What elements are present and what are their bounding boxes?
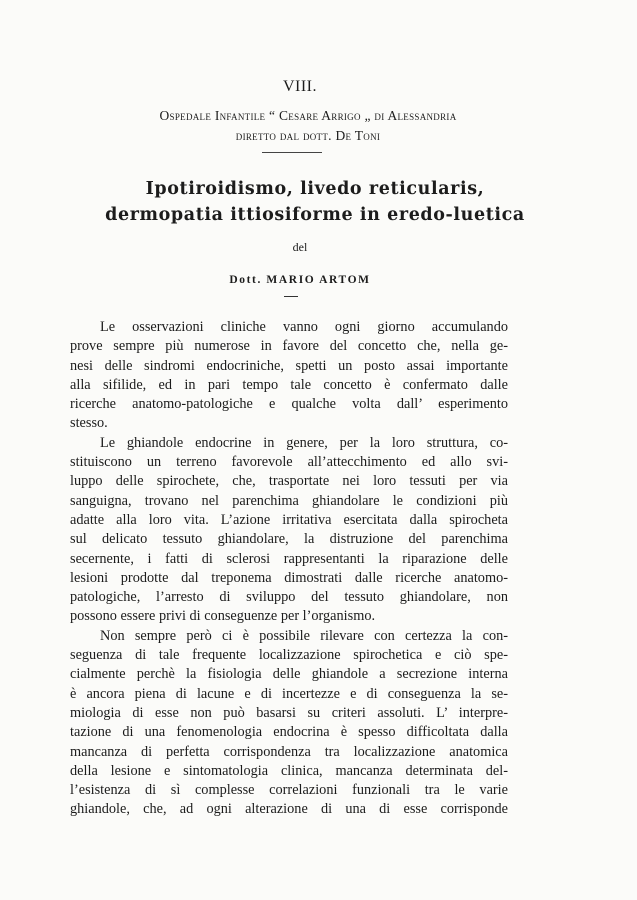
body-line: prove sempre più numerose in favore del concetto che, nella ge- <box>70 338 508 355</box>
body-line: possono essere privi di conseguenze per l’organismo. <box>70 608 376 625</box>
body-line: Le osservazioni cliniche vanno ogni giorno accumulando <box>100 319 508 335</box>
body-line: ricerche anatomo-patologiche e qualche volta dall’ esperimento <box>70 396 508 413</box>
institution-line-2: diretto dal dott. De Toni <box>235 128 381 143</box>
body-text <box>70 318 508 820</box>
body-line: lesioni prodotte dal treponema dimostrati dalle ricerche anatomo- <box>70 569 508 586</box>
body-line: miologia di esse non può basarsi su criteri assoluti. L’ interpre- <box>70 704 508 721</box>
body-line: è ancora piena di lacune e di incertezze e di conseguenza la se- <box>70 685 508 702</box>
body-line: l’esistenza di sì complesse correlazioni funzionali tra le varie <box>70 782 508 799</box>
body-line: adatte alla loro vita. L’azione irritativa esercitata dalla spirocheta <box>70 511 508 528</box>
author-name: Dott. MARIO ARTOM <box>229 274 371 286</box>
body-line: secernente, i fatti di sclerosi rappresentanti la riparazione delle <box>70 550 508 567</box>
body-line: nesi delle sindromi endocriniche, spetti un posto assai importante <box>70 357 508 374</box>
body-line: tazione di una fenomenologia endocrina è spesso difficoltata dalla <box>70 724 508 741</box>
body-line: Le ghiandole endocrine in genere, per la loro struttura, co- <box>100 434 508 451</box>
body-line: patologiche, l’arresto di sviluppo del tessuto ghiandolare, non <box>70 589 508 606</box>
header-divider <box>262 152 322 153</box>
body-line: cialmente perchè la fisiologia delle ghiandole a secrezione interna <box>70 666 508 683</box>
body-line: ghiandole, che, ad ogni alterazione di una di esse corrisponde <box>70 801 508 818</box>
body-line: sul delicato tessuto ghiandolare, la distruzione del parenchima <box>70 531 508 548</box>
body-line: luppo delle spirochete, che, trasportate nei loro tessuti per via <box>70 473 508 490</box>
body-line: della lesione e sintomatologia clinica, mancanza determinata del- <box>70 762 508 779</box>
title-line-2: dermopatia ittiosiforme in eredo-luetica <box>105 205 525 225</box>
author-divider <box>284 296 298 297</box>
body-line: sanguigna, trovano nel parenchima ghiandolare le condizioni più <box>70 492 508 509</box>
body-line: Non sempre però ci è possibile rilevare con certezza la con- <box>100 627 508 644</box>
body-line: stituiscono un terreno favorevole all’attecchimento ed allo svi- <box>70 454 508 471</box>
body-line: alla sifilide, ed in pari tempo tale concetto è confermato dalle <box>70 376 508 393</box>
body-line: mancanza di perfetta corrispondenza tra localizzazione anatomica <box>70 743 508 760</box>
body-line: seguenza di tale frequente localizzazione spirochetica e ciò spe- <box>70 647 508 664</box>
body-line: stesso. <box>70 415 108 432</box>
institution-line-1: Ospedale Infantile “ Cesare Arrigo „ di Alessandria <box>159 108 457 123</box>
institution-header <box>88 106 528 146</box>
title-line-1: Ipotiroidismo, livedo reticularis, <box>145 179 485 199</box>
article-title <box>60 176 570 228</box>
chapter-number: VIII. <box>282 78 318 95</box>
byline-preposition: del <box>292 240 308 254</box>
